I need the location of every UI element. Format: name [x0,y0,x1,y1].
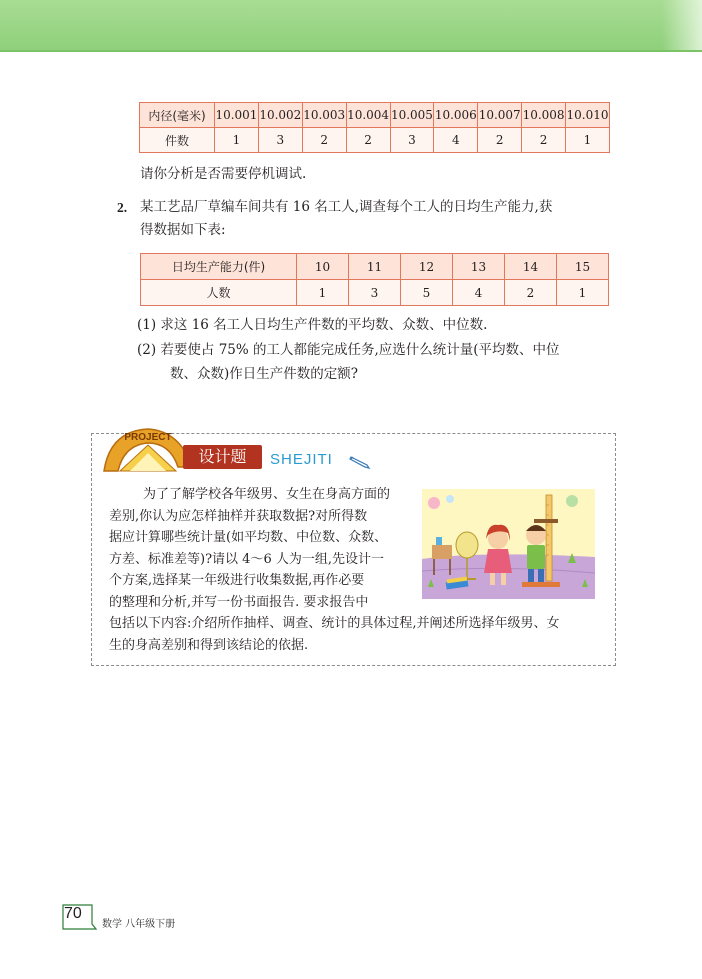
table-cell: 10.004 [346,103,390,128]
table-row-label: 人数 [141,280,297,306]
sub-question-1: (1) 求这 16 名工人日均生产件数的平均数、众数、中位数. [137,317,488,333]
question-2-number: 2. [117,200,128,215]
project-text-line: 为了了解学校各年级男、女生在身高方面的 [143,487,391,502]
top-color-band [0,0,702,52]
table-row [141,280,609,306]
table-cell: 10.003 [302,103,346,128]
production-capacity-table [140,253,609,306]
book-title: 数学 八年级下册 [102,919,176,930]
project-badge-word: PROJECT [124,432,172,443]
sub-question-2-line-1: (2) 若要使占 75% 的工人都能完成任务,应选什么统计量(平均数、中位 [137,342,560,358]
table-row [140,128,610,153]
table-cell: 3 [258,128,302,153]
children-measuring-height-illustration [422,489,595,599]
design-project-label: 设计题 [183,445,262,469]
table-cell: 1 [566,128,610,153]
project-text-line: 据应计算哪些统计量(如平均数、中位数、众数、 [109,530,388,545]
table-cell: 2 [505,280,557,306]
project-text-line: 的整理和分析,并写一份书面报告. 要求报告中 [109,595,369,610]
table-cell: 10 [297,254,349,280]
table-cell: 10.001 [215,103,259,128]
table-cell: 5 [401,280,453,306]
table-row [140,103,610,128]
sub-question-2-line-2: 数、众数)作日生产件数的定额? [170,366,359,382]
table-cell: 10.007 [478,103,522,128]
table-cell: 10.010 [566,103,610,128]
table-cell: 1 [215,128,259,153]
table-row [141,254,609,280]
table-header-label: 内径(毫米) [140,103,215,128]
table-cell: 2 [302,128,346,153]
question-2-line-1: 某工艺品厂草编车间共有 16 名工人,调查每个工人的日均生产能力,获 [140,199,553,215]
table-cell: 3 [349,280,401,306]
table-cell: 10.002 [258,103,302,128]
table-cell: 12 [401,254,453,280]
table-cell: 4 [453,280,505,306]
project-text-line: 包括以下内容:介绍所作抽样、调查、统计的具体过程,并阐述所选择年级男、女 [109,616,560,631]
table-cell: 4 [434,128,478,153]
question-2-line-2: 得数据如下表: [140,222,226,238]
table-cell: 1 [557,280,609,306]
table-cell: 10.006 [434,103,478,128]
pencil-icon [349,455,371,469]
table-cell: 13 [453,254,505,280]
table-cell: 1 [297,280,349,306]
table-cell: 15 [557,254,609,280]
page-number: 70 [64,905,82,922]
table-header-label: 日均生产能力(件) [141,254,297,280]
project-text-line: 差别,你认为应怎样抽样并获取数据?对所得数 [109,509,368,524]
table-row-label: 件数 [140,128,215,153]
table-cell: 2 [478,128,522,153]
project-text-line: 生的身高差别和得到该结论的依据. [109,638,309,653]
project-text-line: 个方案,选择某一年级进行收集数据,再作必要 [109,573,365,588]
table-cell: 2 [522,128,566,153]
table-cell: 14 [505,254,557,280]
table-cell: 10.008 [522,103,566,128]
table-cell: 11 [349,254,401,280]
inner-diameter-table [139,102,610,153]
project-text-line: 方差、标准差等)?请以 4～6 人为一组,先设计一 [109,552,384,567]
question-1-prompt: 请你分析是否需要停机调试. [140,166,307,182]
table-cell: 10.005 [390,103,434,128]
table-cell: 2 [346,128,390,153]
design-project-label-en: SHEJITI [270,451,333,468]
table-cell: 3 [390,128,434,153]
